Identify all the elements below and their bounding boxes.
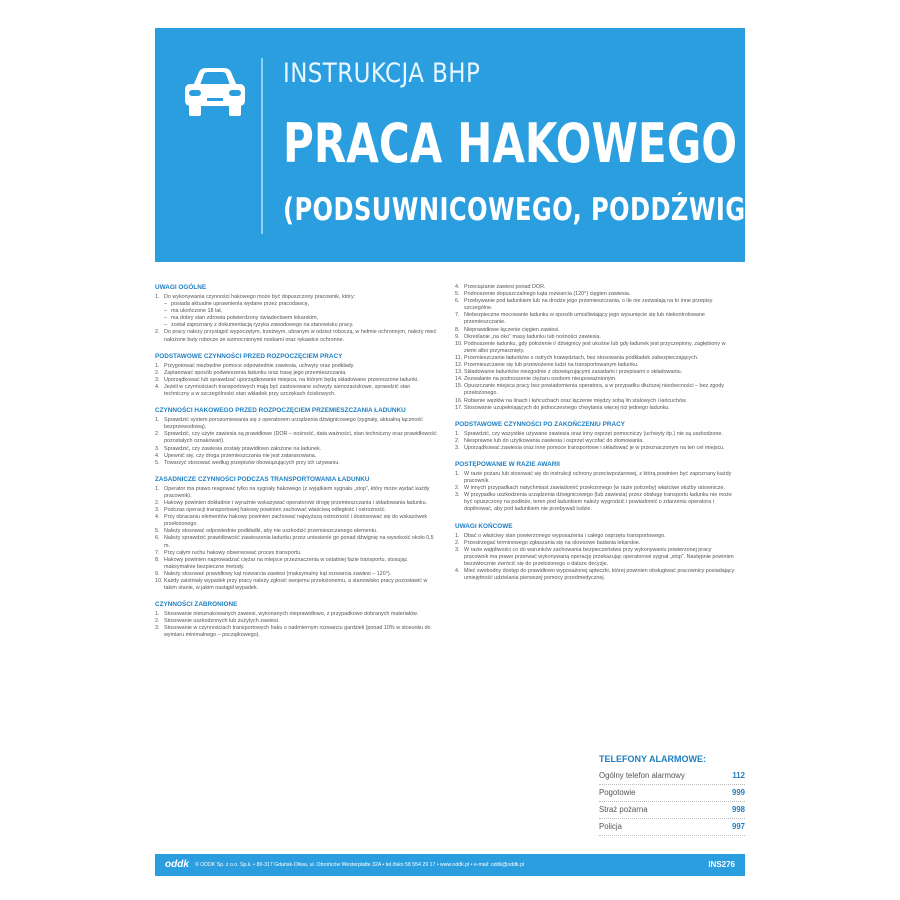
- list-item-number: 2.: [155, 618, 160, 625]
- list-item-text: Sprawdzić, czy użyte zawiesia są prawidłowe (DOR – nośność, data ważności, stan techniczny oraz prawidłowość pozostałych oznakowań).: [164, 431, 437, 445]
- list-item-text: W razie wątpliwości co do warunków zachowania bezpieczeństwa przy wykonywaniu powierzonej pracy pracownik ma prawo przerwać wykonywaną operację przekazując operatorowi sygnał „stop”. Następnie powinien bezzwłocznie zwrócić się do przełożonego o dalsze decyzje.: [464, 546, 734, 567]
- list-item: [455, 341, 737, 355]
- list-item: [155, 301, 437, 308]
- list-item-number: 5.: [155, 459, 160, 466]
- phone-row: [599, 819, 745, 836]
- list-item-text: Robienie węzłów na linach i łańcuchach oraz łączenie między sobą lin stalowych i łańcuchów.: [464, 397, 687, 404]
- list-item-text: Zaplanować sposób podwieszenia ładunku oraz trasę jego przemieszczania.: [164, 369, 347, 376]
- phone-label: Ogólny telefon alarmowy: [599, 771, 685, 780]
- list-item: [155, 453, 437, 460]
- list-item: [455, 431, 737, 438]
- list-item-number: 4.: [155, 514, 160, 521]
- list-item-text: Mieć swobodny dostęp do prawidłowo wyposażonej apteczki, której powinien obsługiwać pracownicy posiadający umiejętność udzielania pierwszej pomocy przedmedycznej.: [464, 568, 735, 582]
- list-item: [155, 557, 437, 571]
- list-item: [455, 383, 737, 397]
- list-item-number: 13.: [455, 369, 463, 376]
- list-item-text: Uporządkować lub sprawdzać uporządkowanie miejsca, na którym będą składowane przenoszone ładunki.: [164, 376, 419, 383]
- header-divider: [261, 58, 263, 234]
- list-item-number: 2.: [455, 485, 460, 492]
- list-item: [455, 445, 737, 452]
- list-item-text: Niebezpieczne mocowanie ładunku w sposób umożliwiający jego wysunięcie się lub niekontrolowane przemieszczanie.: [464, 312, 705, 326]
- list-item-number: 7.: [455, 312, 460, 319]
- emergency-phones-title: TELEFONY ALARMOWE:: [599, 754, 706, 764]
- list-item-number: 3.: [155, 376, 160, 383]
- list-item: [155, 507, 437, 514]
- list-item: [155, 618, 437, 625]
- list-item-text: Stosowanie w czynnościach transportowych haku o nadmiernym rozwarciu gardzieli (ponad 10% w stosunku do wymiaru minimalnego – początkowego).: [164, 625, 431, 639]
- list-item: [155, 578, 437, 592]
- phone-label: Pogotowie: [599, 788, 636, 797]
- list-item-text: Jeżeli w czynnościach transportowych mają być zastosowane uchwyty samozaciskowe, sprawdzić stan techniczny a w szczególności stan wkładek przy szczękach ściskowych.: [164, 383, 411, 398]
- list-item-text: Stosowanie uzupełniających do jednoczesnego chwytania więcej niż jednego ładunku.: [464, 404, 670, 411]
- list-item-number: 15.: [455, 383, 463, 390]
- list-item-text: Niesprawne lub do użytkowania zawiesia i osprzęt wycofać do złomowania.: [464, 437, 644, 444]
- list-item: [155, 329, 437, 343]
- list-item-number: 4.: [455, 284, 460, 290]
- list-item-text: Przy całym ruchu hakowy obserwować proces transportu.: [164, 549, 302, 556]
- list-item-text: Hakowy powinien dokładnie i wyraźnie wskazywać operatorowi drogę przemieszczania i składowania ładunku.: [164, 499, 428, 506]
- list-item-number: 3.: [155, 625, 160, 632]
- list-item-text: posiada aktualne uprawnienia wydane przez pracodawcę,: [171, 301, 310, 308]
- list-item-text: Przemieszczanie się lub przewożenie ludzi na transportowanym ładunku.: [464, 362, 639, 369]
- list-item-text: został zapoznany z dokumentacją ryzyka zawodowego na stanowisku pracy.: [171, 322, 354, 329]
- poster-footer: [155, 854, 745, 876]
- list-item-number: 1.: [155, 362, 160, 369]
- list-item: [155, 431, 437, 445]
- list-item: [455, 327, 737, 334]
- list-item-number: 1.: [155, 485, 160, 492]
- list-item-number: 3.: [455, 546, 460, 553]
- poster-title-parenthetical: (PODSUWNICOWEGO, PODDŹWIGOWEGO): [283, 192, 864, 228]
- list-item-number: –: [164, 308, 167, 315]
- list-item-text: Przemieszczanie ładunków o ostrych krawędziach, bez stosowania podkładek zabezpieczających.: [464, 354, 699, 361]
- list-item-number: –: [164, 322, 167, 329]
- phone-row: [599, 802, 745, 819]
- section-list: [155, 363, 437, 398]
- list-item: [455, 405, 737, 412]
- list-item-number: –: [164, 301, 167, 308]
- list-item: [155, 514, 437, 528]
- list-item-number: 4.: [155, 383, 160, 390]
- list-item-text: Podnoszenie ładunku, gdy położenie i/ dźwignicy jest ukośne lub gdy ładunek jest przyczepiony, zagłębiony w ziemi albo przymarznięty.: [464, 340, 726, 354]
- section-title: CZYNNOŚCI ZABRONIONE: [155, 601, 238, 609]
- list-item-text: ma ukończone 18 lat,: [171, 308, 223, 315]
- list-item-number: 10.: [155, 578, 163, 584]
- list-item: [455, 547, 737, 568]
- list-item-number: 2.: [155, 499, 160, 506]
- section-list: [455, 431, 737, 452]
- list-item: [455, 284, 737, 291]
- list-item: [455, 485, 737, 492]
- list-item-text: Upewnić się, czy droga przemieszczania nie jest zatarasowana.: [164, 452, 317, 459]
- list-item-text: Sprawdzić system porozumiewania się z operatorem urządzenia dźwignicowego (sygnały, aktualną łączność bezprzewodową).: [164, 417, 423, 431]
- list-item-number: 16.: [455, 397, 463, 404]
- list-item-text: Składowanie ładunków niezgodnie z obowiązującymi zasadami i przepisami o składowaniu.: [464, 369, 683, 376]
- list-item-text: Sprawdzić, czy zawiesia zostały prawidłowo założone na ładunek.: [164, 445, 322, 452]
- list-item-text: W innych przypadkach natychmiast zawiadomić przełożonego (w razie potrzeby) właściwe służby ratownicze.: [464, 485, 725, 492]
- poster-header: [155, 28, 864, 262]
- bhp-instruction-poster: [155, 28, 864, 880]
- list-item-number: 4.: [455, 568, 460, 574]
- phone-number: 997: [731, 822, 745, 831]
- list-item-text: Operator ma prawo reagować tylko na sygnały hakowego (z wyjątkiem sygnału „stop”, który może wydać każdy pracownik).: [164, 485, 430, 499]
- list-item: [155, 528, 437, 535]
- list-item: [155, 500, 437, 507]
- list-item: [155, 625, 437, 639]
- section-title: PODSTAWOWE CZYNNOŚCI PO ZAKOŃCZENIU PRACY: [455, 420, 625, 428]
- list-item-number: 3.: [155, 445, 160, 452]
- list-item-text: Podnoszenie dopuszczalnego kąta rozwarcia (120°) cięgien zawiesia.: [464, 291, 631, 298]
- list-item-number: 9.: [155, 570, 160, 577]
- left-column: [155, 284, 437, 640]
- list-item: [155, 446, 437, 453]
- list-item: [155, 550, 437, 557]
- list-item-number: 10.: [455, 340, 463, 347]
- list-item: [155, 377, 437, 384]
- list-item-number: 1.: [155, 294, 160, 300]
- list-item-text: Do wykonywania czynności hakowego może być dopuszczony pracownik, który:: [164, 294, 356, 300]
- list-item: [155, 460, 437, 467]
- phone-number: 998: [731, 805, 745, 814]
- list-item: [155, 294, 437, 301]
- list-item: [455, 298, 737, 312]
- list-item-text: Zezwalanie na podnoszenie ciężaru osobom nieupoważnionym.: [464, 376, 617, 383]
- list-item-text: Przy obracaniu elementów hakowy powinien zachować najwyższą ostrożność i dostosować się do wskazówek przełożonego.: [164, 514, 428, 528]
- list-item-text: W razie pożaru lub stosować się do instrukcji ochrony przeciwpożarowej, z którą powinien być zapoznany każdy pracownik.: [464, 470, 732, 485]
- list-item: [455, 533, 737, 540]
- list-item-text: Każdy zaistniały wypadek przy pracy należy zgłosić swojemu przełożonemu, a stanowisko pracy pozostawić w takim stanie, w jakim nastąpił wypadek.: [164, 578, 428, 592]
- list-item: [155, 308, 437, 315]
- list-item-number: 7.: [155, 549, 160, 556]
- footer-contact-text: © ODDK Sp. z o.o. Sp.k. • 80-317 Gdańsk-Oliwa, ul. Obrońców Westerplatte 32A • tel./faks 58 554 29 17 • www.oddk.pl • e-mail: oddk@oddk.pl: [195, 862, 525, 868]
- list-item-number: 9.: [455, 333, 460, 340]
- list-item-number: 1.: [455, 532, 460, 539]
- list-item-number: 2.: [455, 437, 460, 444]
- list-item-text: Przebywanie pod ładunkiem lub na drodze jego przemieszczania, o ile nie zezwalają na to inne przepisy szczególne.: [464, 298, 713, 312]
- section-title: PODSTAWOWE CZYNNOŚCI PRZED ROZPOCZĘCIEM PRACY: [155, 352, 343, 360]
- list-item-text: Przeciążanie zawiesi ponad DOR.: [464, 284, 546, 290]
- list-item: [155, 363, 437, 370]
- list-item-number: 1.: [455, 470, 460, 477]
- document-code: INS276: [708, 860, 735, 869]
- section-list: [155, 294, 437, 344]
- list-item: [455, 568, 737, 582]
- list-item-text: ma dobry stan zdrowia potwierdzony świadectwem lekarskim,: [171, 315, 319, 322]
- list-item: [455, 398, 737, 405]
- list-item-number: 2.: [155, 329, 160, 336]
- list-item: [455, 540, 737, 547]
- list-item-text: Należy stosować prawidłowy kąt rozwarcia zawiesi (maksymalny kąt rozwarcia zawiesi – 120°).: [164, 570, 392, 577]
- list-item-text: Uporządkować zawiesia oraz inne pomoce transportowe i składować je w przeznaczonym na ten cel miejscu.: [464, 444, 725, 451]
- list-item-number: 5.: [155, 528, 160, 535]
- poster-subtitle: INSTRUKCJA BHP: [283, 58, 481, 89]
- list-item-text: Do pracy należy przystąpić wypoczętym, trzeźwym, ubranym w odzież roboczą, w hełmie ochronnym, należy mieć nałożone buty robocze ze wzmocnionymi noskami oraz rękawice ochronne.: [164, 329, 437, 343]
- phone-row: [599, 768, 745, 785]
- phone-number: 999: [731, 788, 745, 797]
- list-item-number: 8.: [455, 326, 460, 333]
- section-title: POSTĘPOWANIE W RAZIE AWARII: [455, 460, 560, 468]
- list-item: [455, 355, 737, 362]
- list-item-text: Nieprawidłowe łączenie cięgien zawiesi.: [464, 326, 560, 333]
- poster-title: PRACA HAKOWEGO: [283, 112, 738, 175]
- list-item-text: Należy sprawdzić prawidłowość zawieszenia ładunku przez uniesienie go ponad dźwignię na wysokość około 0,5 m.: [164, 535, 434, 549]
- list-item-text: Określanie „na oko” masy ładunku lub nośności zawiesia.: [464, 333, 601, 340]
- list-item-text: Hakowy powinien naprowadzać ciężar na miejsce przeznaczenia w ostatniej fazie transportu, stosując maksymalnie bezpieczne metody.: [164, 556, 408, 570]
- section-list: [155, 417, 437, 467]
- list-item: [155, 486, 437, 500]
- list-item-text: Sprawdzić, czy wszystkie używane zawiesia oraz inny osprzęt pomocniczy (uchwyty itp.) nie są uszkodzone.: [464, 430, 723, 437]
- list-item: [155, 315, 437, 322]
- list-item: [155, 611, 437, 618]
- list-item-text: Dbać o właściwy stan powierzonego wyposażenia i całego osprzętu transportowego.: [464, 532, 666, 539]
- section-list: [155, 486, 437, 592]
- phone-label: Policja: [599, 822, 622, 831]
- list-item-text: Podczas operacji transportowej hakowy powinien zachować właściwą odległość i ostrożność.: [164, 507, 387, 514]
- list-item-number: 11.: [455, 354, 463, 361]
- list-item-number: 14.: [455, 376, 463, 383]
- car-icon: [181, 64, 249, 120]
- list-item-number: 3.: [155, 507, 160, 514]
- list-item: [155, 535, 437, 549]
- right-column: [455, 284, 737, 582]
- list-item-text: Należy stosować odpowiednie podkładki, aby nie uszkodzić przemieszczanego elementu.: [164, 528, 378, 535]
- list-item-number: 2.: [155, 369, 160, 376]
- list-item-number: 1.: [155, 611, 160, 618]
- list-item: [155, 384, 437, 398]
- list-item-text: Przygotować niezbędne pomoce odpowiednie zawiesia, uchwyty oraz podkłady.: [164, 362, 355, 369]
- section-list: [455, 284, 737, 412]
- list-item-text: W przypadku uszkodzenia urządzenia dźwignicowego (lub zawiesia) przez obsługę transportu ładunku nie może być opuszczony na podłoże, teren pod ładunkiem należy wygrodzić i powiadomić o zdarzeniu operatora i dopilnować, aby pod ładunkiem nie przebywali ludzie.: [464, 492, 732, 513]
- list-item-number: 6.: [455, 298, 460, 305]
- list-item: [455, 362, 737, 369]
- section-list: [455, 533, 737, 583]
- emergency-phones: [599, 754, 745, 836]
- list-item-number: 17.: [455, 404, 463, 411]
- list-item-number: 2.: [155, 431, 160, 438]
- list-item-text: Przestrzegać terminowego zgłaszania się na okresowe badania lekarskie.: [464, 539, 641, 546]
- list-item: [455, 492, 737, 513]
- list-item-number: 3.: [455, 444, 460, 451]
- list-item: [455, 471, 737, 485]
- section-title: CZYNNOŚCI HAKOWEGO PRZED ROZPOCZĘCIEM PRZEMIESZCZANIA ŁADUNKU: [155, 407, 406, 415]
- list-item-text: Stosowanie uszkodzonych lub zużytych zawiesi.: [164, 618, 280, 625]
- list-item: [455, 438, 737, 445]
- section-list: [455, 471, 737, 514]
- list-item-number: 1.: [155, 417, 160, 424]
- list-item: [155, 322, 437, 329]
- list-item-number: –: [164, 315, 167, 322]
- list-item: [455, 334, 737, 341]
- list-item: [155, 571, 437, 578]
- list-item-text: Stosowanie nieoznakowanych zawiesi, wykonanych nieprawidłowo, z przypadkowo dobranych materiałów.: [164, 611, 419, 618]
- phone-number: 112: [732, 771, 745, 780]
- section-list: [155, 611, 437, 639]
- list-item-number: 12.: [455, 362, 463, 369]
- section-title: UWAGI KOŃCOWE: [455, 522, 513, 530]
- list-item-number: 4.: [155, 452, 160, 459]
- list-item: [155, 417, 437, 431]
- oddk-logo: oddk: [165, 859, 189, 870]
- list-item-number: 3.: [455, 492, 460, 499]
- list-item-number: 1.: [455, 430, 460, 437]
- phone-label: Straż pożarna: [599, 805, 648, 814]
- list-item: [455, 369, 737, 376]
- list-item-number: 6.: [155, 535, 160, 542]
- list-item: [455, 312, 737, 326]
- list-item-number: 8.: [155, 556, 160, 563]
- list-item-number: 2.: [455, 539, 460, 546]
- phone-row: [599, 785, 745, 802]
- list-item-text: Towarzyć stosować według przepisów obowiązujących przy ich używaniu.: [164, 459, 340, 466]
- list-item: [155, 370, 437, 377]
- list-item-text: Opuszczanie miejsca pracy bez powiadomienia operatora, a w przypadku dłuższej nieobecności – bez zgody przełożonego.: [464, 383, 725, 397]
- list-item-number: 5.: [455, 291, 460, 298]
- section-title: ZASADNICZE CZYNNOŚCI PODCZAS TRANSPORTOWANIA ŁADUNKU: [155, 475, 370, 483]
- list-item: [455, 376, 737, 383]
- list-item: [455, 291, 737, 298]
- section-title: UWAGI OGÓLNE: [155, 284, 207, 291]
